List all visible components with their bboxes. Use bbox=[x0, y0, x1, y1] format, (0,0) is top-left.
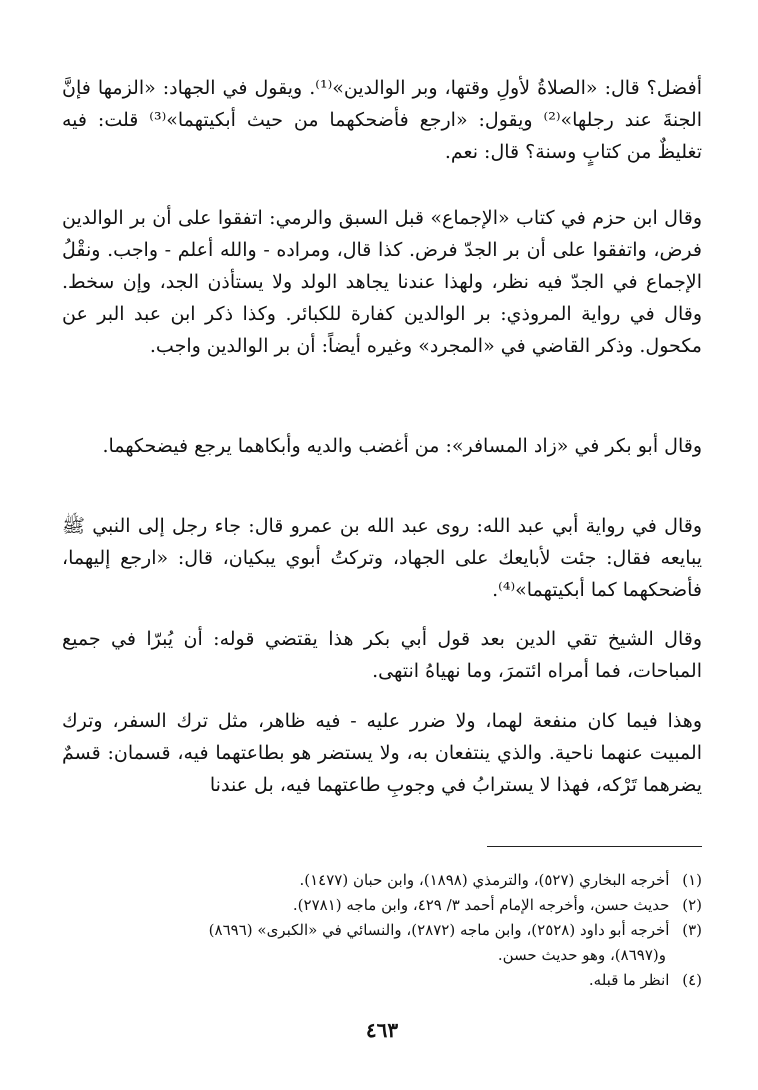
footnote-divider bbox=[487, 846, 702, 847]
footnotes bbox=[62, 868, 702, 993]
footnote-text: حديث حسن، وأخرجه الإمام أحمد ٣/ ٤٢٩، وابن ماجه (٢٧٨١). bbox=[292, 896, 670, 914]
footnote-text: أخرجه البخاري (٥٢٧)، والترمذي (١٨٩٨)، وابن حبان (١٤٧٧). bbox=[299, 871, 670, 889]
book-page bbox=[62, 0, 702, 1090]
footnote-text: أخرجه أبو داود (٢٥٢٨)، وابن ماجه (٢٨٧٢)، والنسائي في «الكبرى» (٨٦٩٦) bbox=[208, 921, 670, 939]
footnote-number: (٤) bbox=[682, 971, 702, 989]
page-number: ٤٦٣ bbox=[365, 1018, 399, 1042]
footnote-3 bbox=[62, 918, 702, 943]
paragraph-2: وقال ابن حزم في كتاب «الإجماع» قبل السبق والرمي: اتفقوا على أن بر الوالدين فرض، واتفقوا على أن بر الجدّ فرض. كذا قال، ومراده - والله أعلم - واجب. ونقْلُ الإجماع في الجدّ فيه نظر، ولهذا عندنا يجاهد الولد ولا يستأذن الجد، وإن سخط. وقال في رواية المروذي: بر الوالدين كفارة للكبائر. وكذا ذكر ابن عبد البر عن مكحول. وذكر القاضي في «المجرد» وغيره أيضاً: أن بر الوالدين واجب. bbox=[62, 207, 702, 357]
paragraph-5: وقال الشيخ تقي الدين بعد قول أبي بكر هذا يقتضي قوله: أن يُبرّا في جميع المباحات، فما أمراه ائتمرَ، وما نهياهُ انتهى. bbox=[62, 628, 702, 682]
paragraph-3: وقال أبو بكر في «زاد المسافر»: من أغضب والديه وأبكاهما يرجع فيضحكهما. bbox=[102, 435, 702, 457]
footnote-3-continuation: و(٨٦٩٧)، وهو حديث حسن. bbox=[497, 946, 666, 964]
footnote-4 bbox=[62, 968, 702, 993]
footnote-text: انظر ما قبله. bbox=[588, 971, 670, 989]
paragraph-6: وهذا فيما كان منفعة لهما، ولا ضرر عليه - فيه ظاهر، مثل ترك السفر، وترك المبيت عنهما ناحية. والذي ينتفعان به، ولا يستضر هو بطاعتهما فيه، قسمان: قسمٌ يضرهما تَرْكه، فهذا لا يسترابُ في وجوبِ طاعتهما فيه، بل عندنا bbox=[62, 710, 702, 796]
paragraph-1: أفضل؟ قال: «الصلاةُ لأولِ وقتها، وبر الوالدين»⁽¹⁾. ويقول في الجهاد: «الزمها فإنَّ الجنةَ عند رجلها»⁽²⁾ ويقول: «ارجع فأضحكهما من حيث أبكيتهما»⁽³⁾ قلت: فيه تغليظٌ من كتابٍ وسنة؟ قال: نعم. bbox=[62, 77, 702, 163]
footnote-1 bbox=[62, 868, 702, 893]
footnote-number: (٣) bbox=[682, 921, 702, 939]
footnote-number: (٢) bbox=[682, 896, 702, 914]
footnote-number: (١) bbox=[682, 871, 702, 889]
paragraph-4: وقال في رواية أبي عبد الله: روى عبد الله بن عمرو قال: جاء رجل إلى النبي ﷺ يبايعه فقال: جئت لأبايعك على الجهاد، وتركتُ أبوي يبكيان، قال: «ارجع إليهما، فأضحكهما كما أبكيتهما»⁽⁴⁾. bbox=[62, 515, 702, 601]
footnote-2 bbox=[62, 893, 702, 918]
